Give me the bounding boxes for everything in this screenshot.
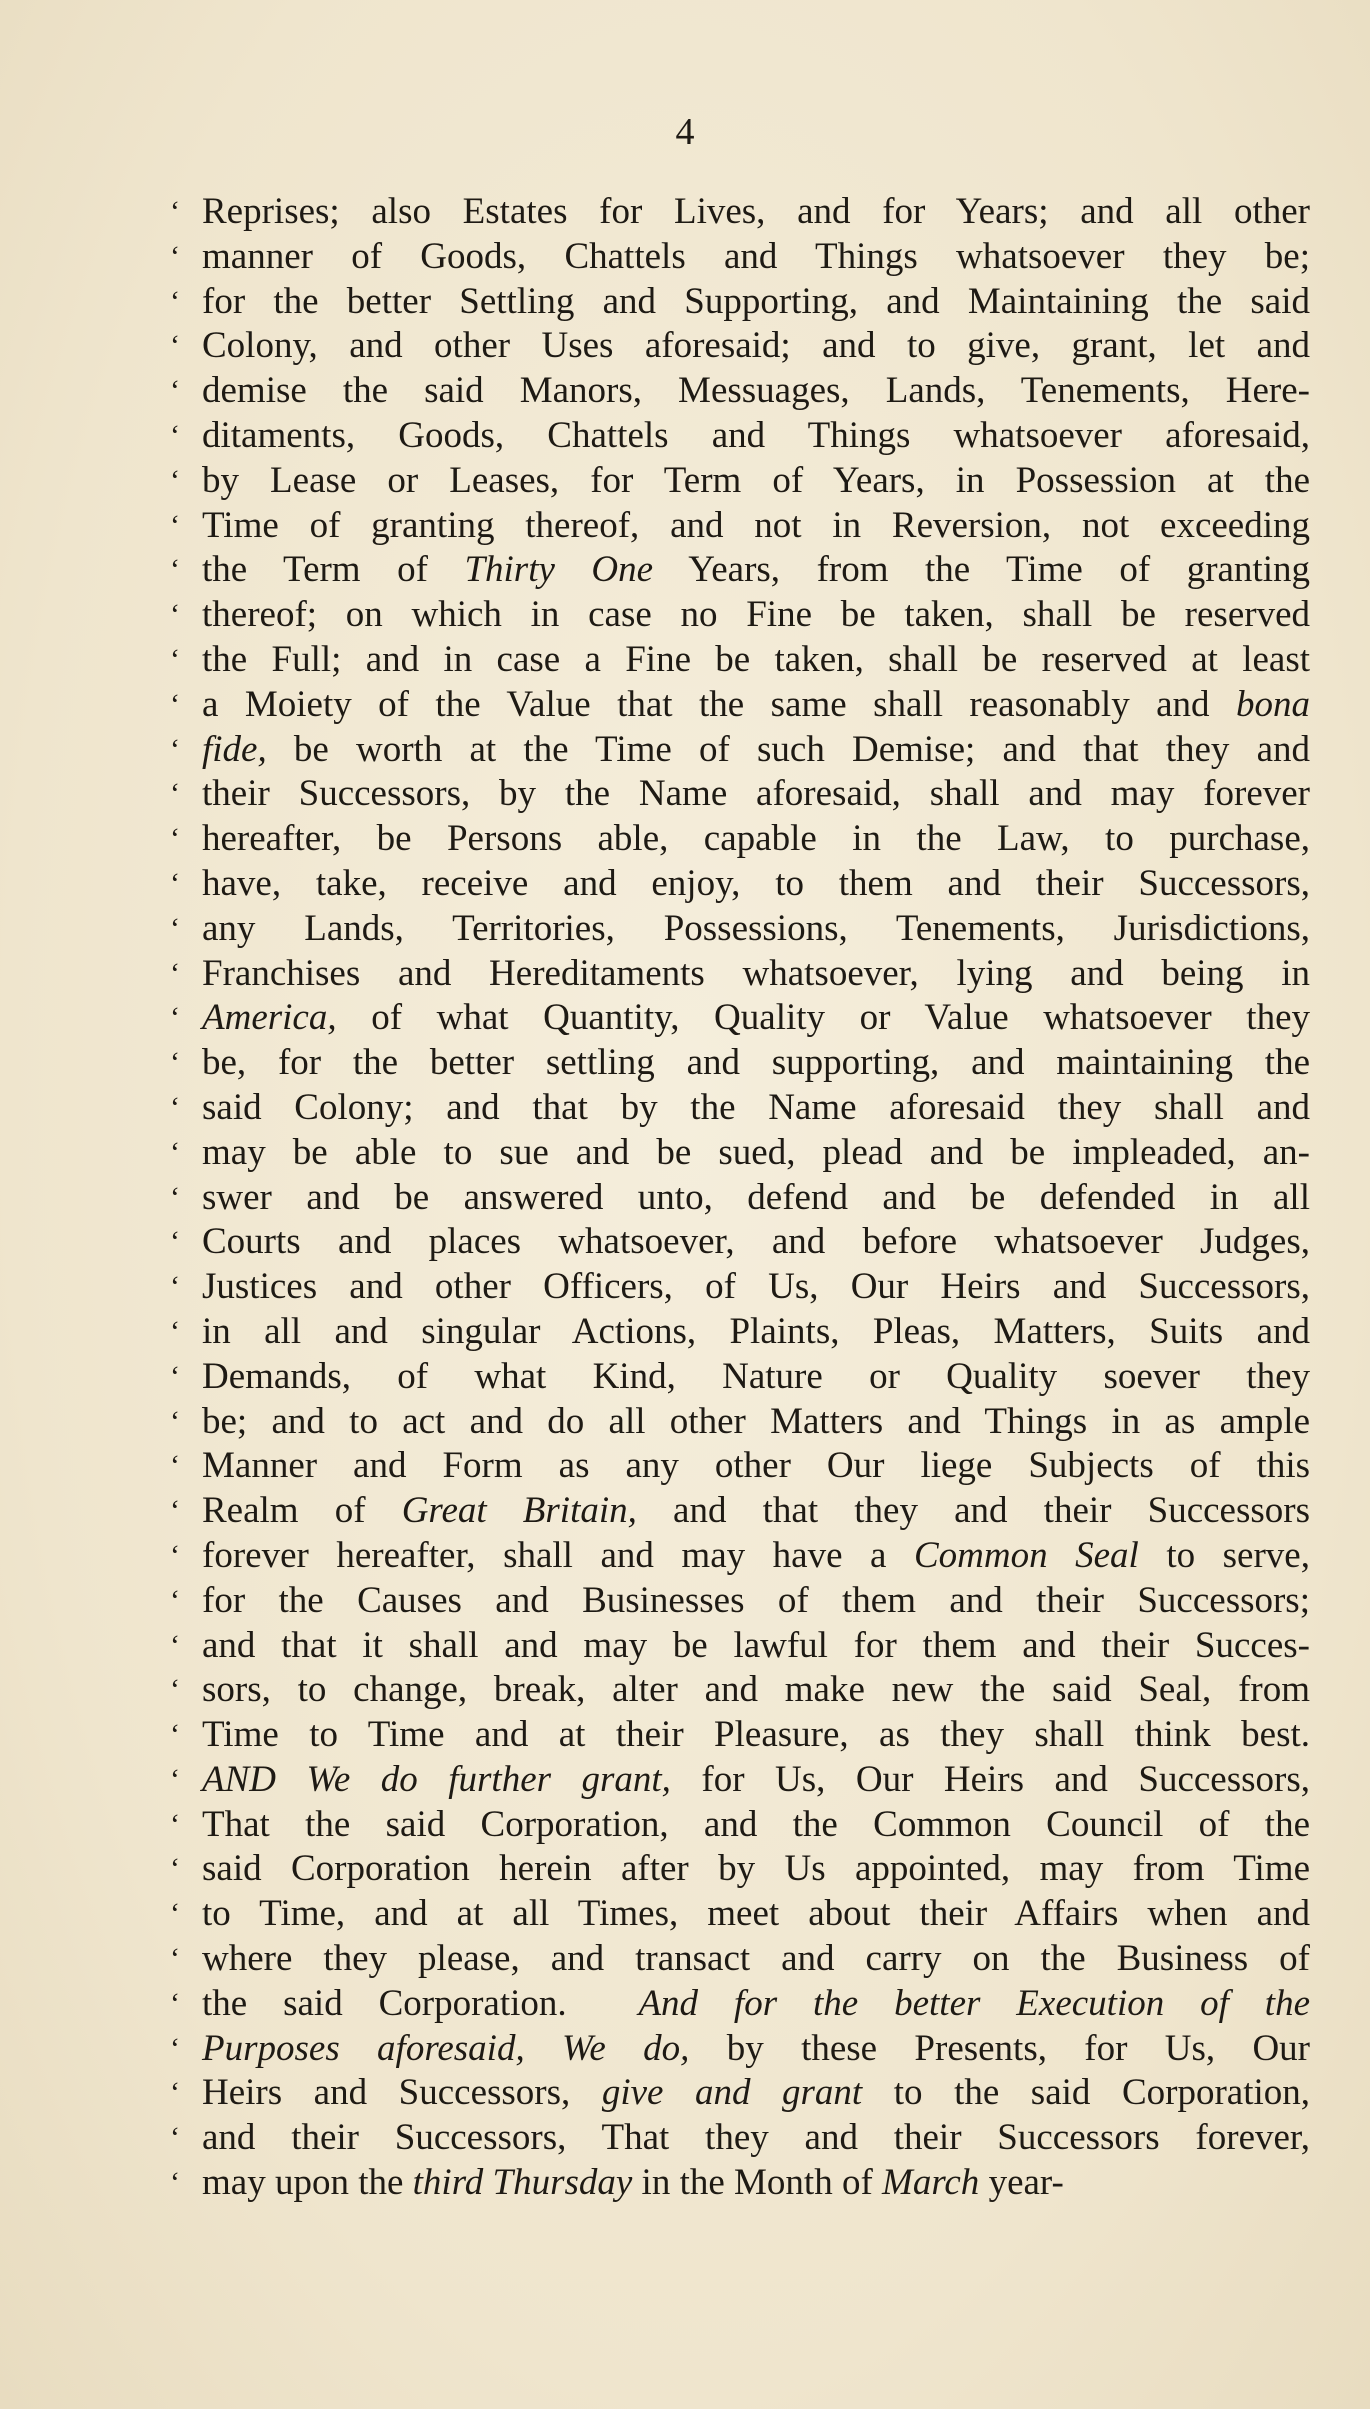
text-run: Time of granting thereof, and not in Reversion, not exceeding <box>202 504 1310 546</box>
quotation-mark: ‘ <box>170 1986 180 2020</box>
quotation-mark: ‘ <box>170 1225 180 1259</box>
text-line <box>170 1220 1310 1265</box>
line-text <box>202 280 1310 325</box>
text-run: said Corporation herein after by Us appointed, may from Time <box>202 1848 1310 1890</box>
line-text <box>202 1444 1310 1489</box>
quotation-mark: ‘ <box>170 2121 180 2155</box>
text-run: for the Causes and Businesses of them and their Successors; <box>202 1579 1310 1621</box>
text-run: any Lands, Territories, Possessions, Tenements, Jurisdictions, <box>202 907 1310 949</box>
quotation-mark: ‘ <box>170 2076 180 2110</box>
quotation-mark: ‘ <box>170 1807 180 1841</box>
text-run: Time to Time and at their Pleasure, as they shall think best. <box>202 1714 1310 1756</box>
italic-run: AND We do further grant, <box>202 1758 671 1800</box>
text-line <box>170 1131 1310 1176</box>
quotation-mark: ‘ <box>170 1359 180 1393</box>
text-line <box>170 190 1310 235</box>
quotation-mark: ‘ <box>170 463 180 497</box>
text-run: Justices and other Officers, of Us, Our Heirs and Successors, <box>202 1266 1310 1308</box>
text-line <box>170 1937 1310 1982</box>
text-line <box>170 2161 1280 2206</box>
line-text <box>202 1892 1310 1937</box>
quotation-mark: ‘ <box>170 1449 180 1483</box>
text-run: for the better Settling and Supporting, and Maintaining the said <box>202 280 1310 322</box>
line-text <box>202 235 1310 280</box>
text-run: to serve, <box>1138 1534 1310 1576</box>
text-run: the Term of <box>202 549 465 591</box>
line-text <box>202 772 1310 817</box>
text-run: year- <box>979 2162 1064 2204</box>
quotation-mark: ‘ <box>170 2031 180 2065</box>
line-text <box>202 1937 1310 1982</box>
text-line <box>170 1534 1310 1579</box>
text-run: Colony, and other Uses aforesaid; and to give, grant, let and <box>202 325 1310 367</box>
italic-run: America, <box>202 997 337 1039</box>
text-run: swer and be answered unto, defend and be defended in all <box>202 1176 1310 1218</box>
text-line <box>170 459 1310 504</box>
quotation-mark: ‘ <box>170 1628 180 1662</box>
quotation-mark: ‘ <box>170 508 180 542</box>
text-line <box>170 1355 1310 1400</box>
text-line <box>170 593 1310 638</box>
text-line <box>170 1489 1310 1534</box>
text-line <box>170 1803 1310 1848</box>
italic-run: Purposes aforesaid, We do, <box>202 2027 690 2069</box>
line-text <box>202 1624 1310 1669</box>
line-text <box>202 548 1310 593</box>
quotation-mark: ‘ <box>170 911 180 945</box>
text-run: where they please, and transact and carry on the Business of <box>202 1938 1310 1980</box>
text-run: in the Month of <box>632 2162 883 2204</box>
text-line <box>170 862 1310 907</box>
text-line <box>170 1579 1310 1624</box>
line-text <box>202 593 1310 638</box>
line-text <box>202 459 1310 504</box>
quotation-mark: ‘ <box>170 329 180 363</box>
text-line <box>170 638 1310 683</box>
text-line <box>170 235 1310 280</box>
text-line <box>170 1041 1310 1086</box>
body-text <box>170 190 1310 2206</box>
text-run: Reprises; also Estates for Lives, and for Years; and all other <box>202 191 1310 232</box>
text-run: by these Presents, for Us, Our <box>689 2027 1310 2069</box>
line-text <box>202 638 1310 683</box>
quotation-mark: ‘ <box>170 1583 180 1617</box>
line-text <box>202 862 1310 907</box>
text-run: ditaments, Goods, Chattels and Things whatsoever aforesaid, <box>202 414 1310 456</box>
line-text <box>202 504 1310 549</box>
text-line <box>170 817 1310 862</box>
text-run: and that it shall and may be lawful for them and their Succes- <box>202 1624 1310 1666</box>
text-line <box>170 1176 1310 1221</box>
text-line <box>170 324 1310 369</box>
line-text <box>202 1131 1310 1176</box>
text-run: said Colony; and that by the Name aforesaid they shall and <box>202 1086 1310 1128</box>
italic-run: March <box>882 2162 980 2204</box>
text-run: Heirs and Successors, <box>202 2072 602 2114</box>
text-line <box>170 952 1310 997</box>
quotation-mark: ‘ <box>170 1135 180 1169</box>
line-text <box>202 952 1310 997</box>
quotation-mark: ‘ <box>170 1046 180 1080</box>
quotation-mark: ‘ <box>170 1270 180 1304</box>
quotation-mark: ‘ <box>170 1852 180 1886</box>
text-line <box>170 1086 1310 1131</box>
line-text <box>202 817 1310 862</box>
italic-run: bona <box>1236 683 1310 725</box>
text-run: hereafter, be Persons able, capable in the Law, to purchase, <box>202 818 1310 860</box>
text-run: forever hereafter, shall and may have a <box>202 1534 914 1576</box>
text-run: sors, to change, break, alter and make new the said Seal, from <box>202 1669 1310 1711</box>
quotation-mark: ‘ <box>170 553 180 587</box>
line-text <box>202 2116 1310 2161</box>
text-run: for Us, Our Heirs and Successors, <box>670 1758 1310 1800</box>
line-text <box>202 1489 1310 1534</box>
text-run: manner of Goods, Chattels and Things whatsoever they be; <box>202 235 1310 277</box>
quotation-mark: ‘ <box>170 284 180 318</box>
line-text <box>202 1086 1310 1131</box>
text-run: the said Corporation. <box>202 1982 639 2024</box>
quotation-mark: ‘ <box>170 1538 180 1572</box>
text-line <box>170 1892 1310 1937</box>
line-text <box>202 1982 1310 2027</box>
italic-run: Common Seal <box>913 1534 1139 1576</box>
text-run: be worth at the Time of such Demise; and that they and <box>266 728 1310 770</box>
text-line <box>170 907 1310 952</box>
quotation-mark: ‘ <box>170 1762 180 1796</box>
quotation-mark: ‘ <box>170 687 180 721</box>
line-text <box>202 369 1310 414</box>
text-run: Manner and Form as any other Our liege Subjects of this <box>202 1445 1310 1487</box>
text-line <box>170 1668 1310 1713</box>
line-text <box>202 1355 1310 1400</box>
text-line <box>170 996 1310 1041</box>
italic-run: And for the better Execution of the <box>638 1982 1310 2024</box>
text-run: to the said Corporation, <box>862 2072 1310 2114</box>
text-run: and their Successors, That they and their Successors forever, <box>202 2117 1310 2159</box>
text-run: Years, from the Time of granting <box>653 549 1310 591</box>
quotation-mark: ‘ <box>170 777 180 811</box>
line-text <box>202 1310 1310 1355</box>
text-run: may upon the <box>202 2162 413 2204</box>
text-line <box>170 1400 1310 1445</box>
quotation-mark: ‘ <box>170 1001 180 1035</box>
text-line <box>170 1444 1310 1489</box>
quotation-mark: ‘ <box>170 1673 180 1707</box>
text-run: be, for the better settling and supporting, and maintaining the <box>202 1042 1310 1084</box>
line-text <box>202 996 1310 1041</box>
text-line <box>170 772 1310 817</box>
text-run: That the said Corporation, and the Common Council of the <box>202 1803 1310 1845</box>
quotation-mark: ‘ <box>170 642 180 676</box>
text-run: may be able to sue and be sued, plead and be impleaded, an- <box>202 1131 1310 1173</box>
text-line <box>170 1713 1310 1758</box>
text-run: Courts and places whatsoever, and before whatsoever Judges, <box>202 1221 1310 1263</box>
text-line <box>170 1758 1310 1803</box>
line-text <box>202 1758 1310 1803</box>
line-text <box>202 190 1310 235</box>
italic-run: fide, <box>202 728 267 770</box>
text-run: a Moiety of the Value that the same shall reasonably and <box>202 683 1236 725</box>
text-run: and that they and their Successors <box>636 1490 1310 1532</box>
quotation-mark: ‘ <box>170 418 180 452</box>
text-run: thereof; on which in case no Fine be taken, shall be reserved <box>202 594 1310 636</box>
quotation-mark: ‘ <box>170 374 180 408</box>
text-run: by Lease or Leases, for Term of Years, in Possession at the <box>202 459 1310 501</box>
text-line <box>170 728 1310 773</box>
line-text <box>202 1713 1310 1758</box>
quotation-mark: ‘ <box>170 1494 180 1528</box>
text-line <box>170 1982 1310 2027</box>
text-run: in all and singular Actions, Plaints, Pleas, Matters, Suits and <box>202 1310 1310 1352</box>
line-text <box>202 2027 1310 2072</box>
line-text <box>202 1400 1310 1445</box>
quotation-mark: ‘ <box>170 1090 180 1124</box>
text-run: to Time, and at all Times, meet about their Affairs when and <box>202 1893 1310 1935</box>
line-text <box>202 1041 1310 1086</box>
quotation-mark: ‘ <box>170 239 180 273</box>
text-line <box>170 414 1310 459</box>
line-text <box>202 1265 1310 1310</box>
line-text <box>202 1220 1310 1265</box>
text-run: of what Quantity, Quality or Value whatsoever they <box>336 997 1310 1039</box>
line-text <box>202 1803 1310 1848</box>
text-run: the Full; and in case a Fine be taken, shall be reserved at least <box>202 638 1310 680</box>
italic-run: third Thursday <box>412 2162 633 2204</box>
text-line <box>170 369 1310 414</box>
text-line <box>170 1624 1310 1669</box>
text-line <box>170 2027 1310 2072</box>
text-run: demise the said Manors, Messuages, Lands, Tenements, Here- <box>202 370 1310 412</box>
quotation-mark: ‘ <box>170 1180 180 1214</box>
text-line <box>170 548 1310 593</box>
italic-run: Thirty One <box>464 549 654 591</box>
text-line <box>170 683 1310 728</box>
line-text <box>202 1176 1310 1221</box>
line-text <box>202 907 1310 952</box>
text-line <box>170 1847 1310 1892</box>
line-text <box>202 2161 1310 2206</box>
text-run: Realm of <box>202 1490 402 1532</box>
text-line <box>170 2116 1310 2161</box>
line-text <box>202 324 1310 369</box>
quotation-mark: ‘ <box>170 598 180 632</box>
quotation-mark: ‘ <box>170 1942 180 1976</box>
text-line <box>170 2071 1310 2116</box>
text-run: have, take, receive and enjoy, to them and their Successors, <box>202 862 1310 904</box>
quotation-mark: ‘ <box>170 1404 180 1438</box>
line-text <box>202 414 1310 459</box>
quotation-mark: ‘ <box>170 956 180 990</box>
italic-run: give and grant <box>601 2072 863 2114</box>
line-text <box>202 1847 1310 1892</box>
text-run: Demands, of what Kind, Nature or Quality soever they <box>202 1355 1310 1397</box>
quotation-mark: ‘ <box>170 1897 180 1931</box>
text-line <box>170 280 1310 325</box>
quotation-mark: ‘ <box>170 866 180 900</box>
text-run: their Successors, by the Name aforesaid, shall and may forever <box>202 773 1310 815</box>
quotation-mark: ‘ <box>170 1314 180 1348</box>
text-run: be; and to act and do all other Matters and Things in as ample <box>202 1400 1310 1442</box>
quotation-mark: ‘ <box>170 822 180 856</box>
line-text <box>202 1534 1310 1579</box>
quotation-mark: ‘ <box>170 2166 180 2200</box>
line-text <box>202 2071 1310 2116</box>
text-run: Franchises and Hereditaments whatsoever, lying and being in <box>202 952 1310 994</box>
italic-run: Great Britain, <box>401 1490 637 1532</box>
line-text <box>202 728 1310 773</box>
text-line <box>170 1310 1310 1355</box>
quotation-mark: ‘ <box>170 1718 180 1752</box>
page-number: 4 <box>675 111 695 153</box>
text-line <box>170 504 1310 549</box>
text-line <box>170 1265 1310 1310</box>
line-text <box>202 1668 1310 1713</box>
quotation-mark: ‘ <box>170 195 180 228</box>
quotation-mark: ‘ <box>170 732 180 766</box>
line-text <box>202 683 1310 728</box>
line-text <box>202 1579 1310 1624</box>
